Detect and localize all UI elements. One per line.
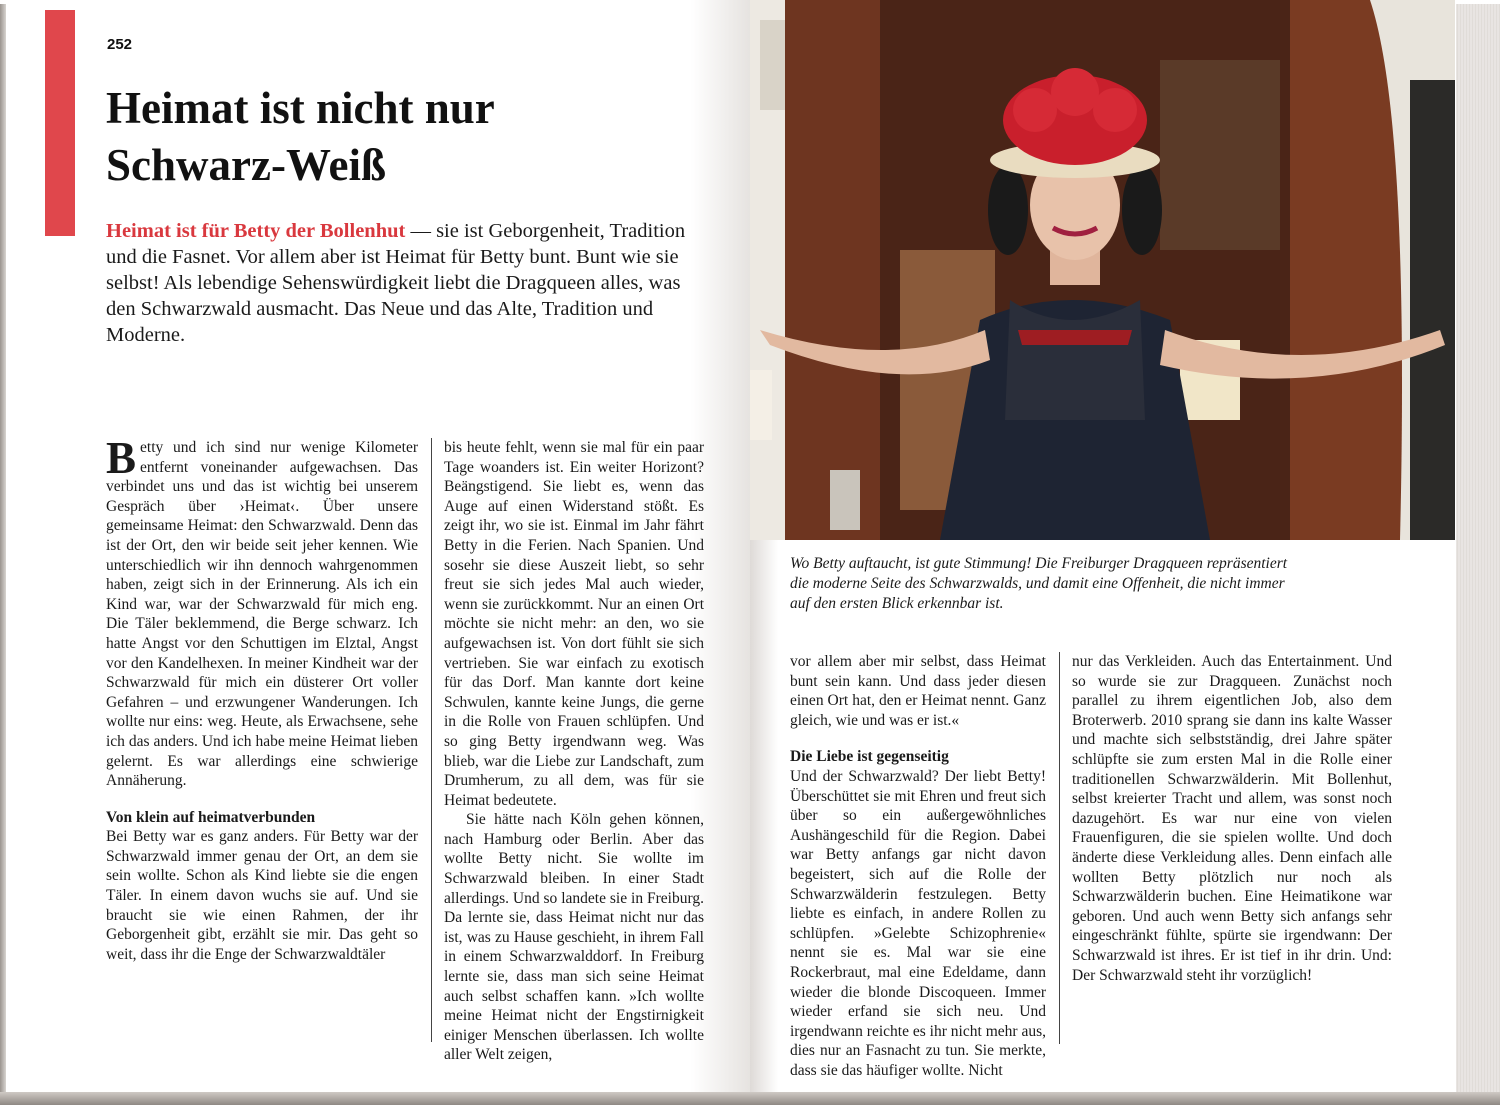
lead-text: — sie ist Geborgenheit, Tradition und die Fasnet. Vor allem aber ist Heimat für Betty bunt. Bunt wie sie selbst! Als lebendige Sehenswürdigkeit liebt die Dragqueen alles, was den Schwarzwald ausmacht. Das Neue und das Alte, Tradition und Moderne. bbox=[106, 220, 686, 346]
drop-cap: B bbox=[106, 433, 137, 483]
photo-betty-dragqueen bbox=[750, 0, 1455, 540]
photo-bodice-trim bbox=[1018, 330, 1132, 345]
col1-paragraph-2: Bei Betty war es ganz anders. Für Betty war der Schwarzwald immer genau der Ort, an dem sie sein wollte. Schon als Kind liebte sie die engen Täler. In einem davon wuchs sie auf. Und sie braucht sie wie einen Rahmen, der ihr Geborgenheit gibt, erzählt sie mir. Das geht so weit, dass ihr die Enge der Schwarzwaldtäler bbox=[106, 828, 418, 963]
col4-paragraph-1: nur das Verkleiden. Auch das Entertainment. Und so wurde sie zur Dragqueen. Zunächst noch parallel zu ihrem eigentlichen Job, also dem Broterwerb. 2010 sprang sie dann ins kalte Wasser und machte sich selbstständig, drei Jahre später schlüpfte sie zum ersten Mal in die Rolle einer traditionellen Schwarzwälderin. Mit Bollenhut, selbst kreierter Tracht und allem, was sonst noch dazugehört. Es war nur eine von vielen Frauenfiguren, die sie spielen wollte. Und doch änderte diese Verkleidung alles. Denn einfach alle wollten Betty plötzlich nur noch als Schwarzwälderin buchen. Eine Heimatikone war geboren. Und auch wenn Betty sich anfangs sehr eingeschränkt fühlte, spürte sie irgendwann: Der Schwarzwald ist ihres. Er ist tief in ihr drin. Und: Der Schwarzwald steht ihr vorzüglich! bbox=[1072, 653, 1392, 984]
photo-door-frame-right bbox=[1290, 0, 1402, 540]
col3-subheading: Die Liebe ist gegenseitig bbox=[790, 748, 949, 766]
photo-illustration bbox=[750, 0, 1455, 540]
photo-chalkboard bbox=[1410, 80, 1455, 540]
lead-highlight: Heimat ist für Betty der Bollenhut bbox=[106, 220, 406, 242]
lead-paragraph bbox=[106, 218, 711, 348]
photo-wall-sign bbox=[750, 370, 772, 440]
column-divider-right bbox=[1059, 652, 1060, 1044]
col3-paragraph-2: Und der Schwarzwald? Der liebt Betty! Überschüttet sie mit Ehren und freut sich über so ein außergewöhnliches Aushängeschild für die Region. Dabei war Betty anfangs gar nicht davon begeistert, sich auf die Rolle der Schwarzwälderin festzulegen. Betty liebte es einfach, in andere Rollen zu schlüpfen. »Gelebte Schizophrenie« nennt sie es. Mal war sie eine Rockerbraut, mal eine Edeldame, dann wieder die blonde Discoqueen. Immer wieder erfand sie sich neu. Und irgendwann reichte es ihr nicht mehr aus, dies nur an Fasnacht zu tun. Sie merkte, dass sie das häufiger wollte. Nicht bbox=[790, 767, 1046, 1079]
col3-paragraph-1: vor allem aber mir selbst, dass Heimat bunt sein kann. Und dass jeder diesen einen Ort hat, den er Heimat nennt. Ganz gleich, wie und was er ist.« bbox=[790, 653, 1046, 729]
title-line-2: Schwarz-Weiß bbox=[106, 140, 386, 190]
text-column-1 bbox=[106, 433, 418, 964]
col2-paragraph-2: Sie hätte nach Köln gehen können, nach Hamburg oder Berlin. Aber das wollte Betty nicht. Sie wollte im Schwarzwald bleiben. In einer Stadt allerdings. Und so landete sie in Freiburg. Da lernte sie, dass Heimat nicht nur das ist, was zu Hause geschieht, in ihrem Fall in einem Schwarzwalddorf. In Freiburg lernte sie, dass man sich seine Heimat auch selbst schaffen kann. »Ich wollte meine Heimat nicht der Engstirnigkeit einiger Menschen überlassen. Ich wollte aller Welt zeigen, bbox=[444, 811, 704, 1064]
photo-hair-right bbox=[1122, 165, 1162, 255]
photo-pompom-2 bbox=[1051, 68, 1099, 116]
text-column-3 bbox=[790, 652, 1046, 1080]
book-edge-right bbox=[1456, 4, 1500, 1098]
page-title bbox=[106, 80, 726, 194]
photo-caption: Wo Betty auftaucht, ist gute Stimmung! Die Freiburger Dragqueen repräsentiert die moderne Seite des Schwarzwalds, und damit eine Offenheit, die nicht immer auf den ersten Blick erkennbar ist. bbox=[790, 555, 1288, 612]
photo-door-frame-left bbox=[785, 0, 880, 540]
col2-paragraph-1: bis heute fehlt, wenn sie mal für ein paar Tage woanders ist. Ein weiter Horizont? Beängstigend. Sie liebt es, wenn das Auge auf einen Widerstand stößt. Es zeigt ihr, wo sie ist. Einmal im Jahr fährt Betty in die Ferien. Nach Spanien. Und sosehr sie diese Auszeit liebt, so sehr freut sie sich jedes Mal auch wieder, wenn sie zurückkommt. Nur an einen Ort möchte sie nicht mehr: an den, wo sie aufgewachsen ist. Von dort fühlt sie sich vertrieben. Sie war einfach zu exotisch für das Dorf. Man kannte dort keine Schwulen, kannte keine Jungs, die gerne in die Rolle von Frauen schlüpfen. Und so ging Betty irgendwann weg. Was blieb, war die Liebe zur Landschaft, zum Drumherum, zu all dem, was für sie Heimat bedeutete. bbox=[444, 439, 704, 809]
photo-doorbell-panel bbox=[830, 470, 860, 530]
col1-para1-text: etty und ich sind nur wenige Kilometer entfernt voneinander aufgewachsen. Das verbindet uns und das ist wichtig bei unserem Gespräch über ›Heimat‹. Über unsere gemeinsame Heimat: den Schwarzwald. Denn das ist der Ort, den wir beide seit jeher kennen. Wie unterschiedlich wir ihn dennoch wahrgenommen haben, zeigt sich in der Erinnerung. Als ich ein Kind war, war der Schwarzwald für mich eng. Die Täler beklemmend, die Berge schwarz. Ich hatte Angst vor den Schuttigen im Elztal, Angst vor den Kandelhexen. In meiner Kindheit war der Schwarzwald für mich ein düsterer Ort voller Gefahren – und erzwungener Wanderungen. Ich wollte nur eins: weg. Heute, als Erwachsene, sehe ich das anders. Und ich habe meine Heimat lieben gelernt. Es war allerdings eine schwierige Annäherung. bbox=[106, 439, 418, 790]
col1-subheading: Von klein auf heimatverbunden bbox=[106, 808, 316, 826]
photo-pompom-1 bbox=[1013, 88, 1057, 132]
col1-paragraph-1 bbox=[106, 433, 418, 791]
page-number: 252 bbox=[107, 36, 133, 53]
text-column-2 bbox=[444, 438, 704, 1065]
accent-bar bbox=[45, 10, 75, 236]
title-line-1: Heimat ist nicht nur bbox=[106, 83, 495, 133]
text-column-4 bbox=[1072, 652, 1392, 985]
photo-hair-left bbox=[988, 165, 1028, 255]
book-edge-bottom bbox=[0, 1092, 1500, 1105]
photo-door-glass-right bbox=[1160, 60, 1280, 250]
photo-pompom-3 bbox=[1093, 88, 1137, 132]
column-divider-left bbox=[431, 438, 432, 1042]
